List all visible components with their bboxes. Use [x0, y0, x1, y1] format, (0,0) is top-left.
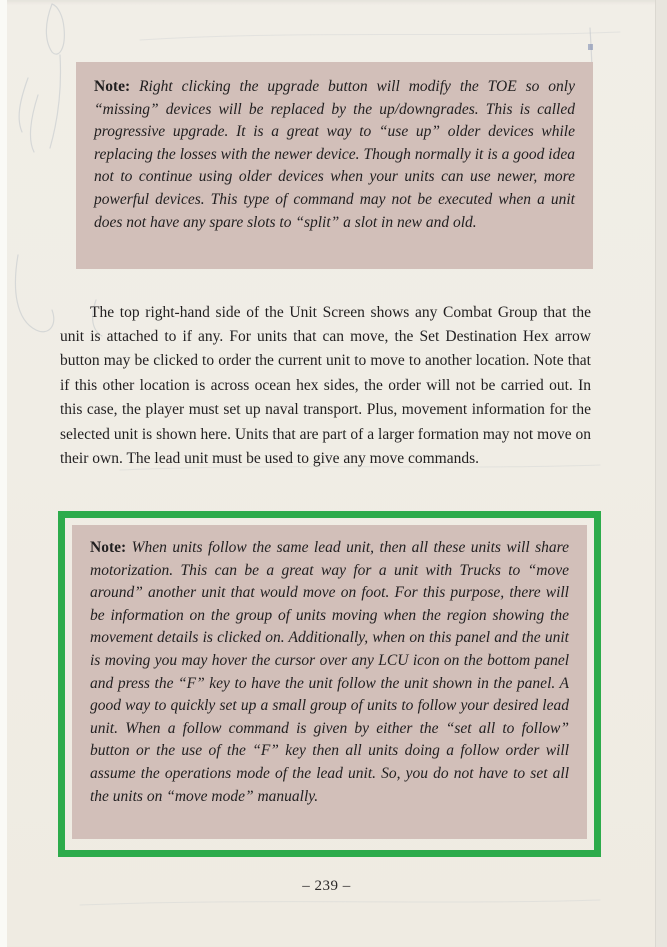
note-label: Note: — [94, 78, 131, 95]
progressive-upgrade-note — [76, 62, 593, 269]
note-text: Right clicking the upgrade button will modify the TOE so only “missing” devices will be replaced by the up/downgrades. This is called progressive upgrade. It is a great way to “use up” older devices while replacing the losses with the newer device. Though normally it is a good idea not to continue using older devices when your units can use newer, more powerful devices. This type of command may not be executed when a unit does not have any spare slots to “split” a slot in new and old. — [94, 78, 575, 231]
green-highlight-border — [58, 511, 601, 857]
note-text: When units follow the same lead unit, then all these units will share motorization. This can be a great way for a unit with Trucks to “move around” another unit that would move on foot. For this purpose, there will be information on the group of units moving when the region showing the movement details is clicked on. Additionally, when on this panel and the unit is moving you may hover the cursor over any LCU icon on the bottom panel and press the “F” key to have the unit follow the unit shown in the panel. A good way to quickly set up a small group of units to follow your desired lead unit. When a follow command is given by either the “set all to follow” button or the use of the “F” key then all units doing a follow order will assume the operations mode of the lead unit. So, you do not have to set all the units on “move mode” manually. — [90, 539, 570, 805]
scan-edge-right — [655, 0, 667, 947]
follow-note — [72, 525, 587, 839]
body-paragraph: The top right-hand side of the Unit Screen shows any Combat Group that the unit is attached to if any. For units that can move, the Set Destination Hex arrow button may be clicked to order the current unit to move to another location. Note that if this other location is across ocean hex sides, the order will not be carried out. In this case, the player must set up naval transport. Plus, movement information for the selected unit is shown here. Units that are part of a larger formation may not move on their own. The lead unit must be used to give any move commands. — [60, 303, 591, 467]
scan-edge-left — [0, 0, 7, 947]
page-number: – 239 – — [302, 878, 351, 894]
note-label: Note: — [90, 539, 127, 556]
